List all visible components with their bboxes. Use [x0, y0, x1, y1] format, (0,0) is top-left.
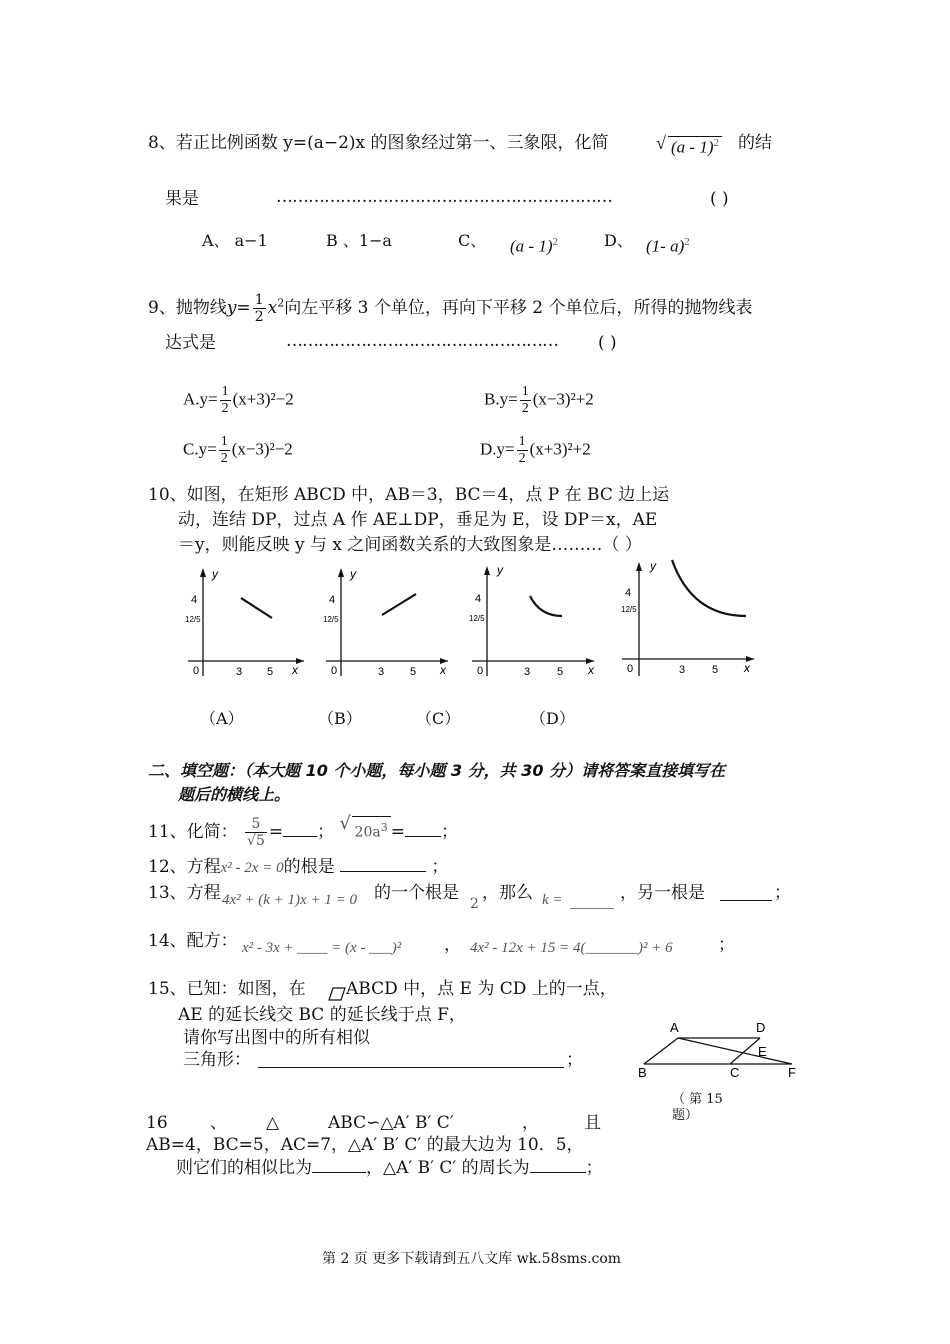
graph-a-caption: （A）	[200, 709, 244, 728]
q10-graph-c	[464, 558, 604, 680]
q14-math1: x² - 3x + ____ = (x - ___)²	[242, 940, 402, 956]
fig-segment-ab	[644, 1038, 678, 1064]
q16-line1-e: ，	[522, 1113, 539, 1133]
q16-line1-a: 16	[146, 1113, 168, 1133]
q14-prefix: 14、配方：	[148, 931, 238, 951]
q13-end: ；	[774, 883, 791, 903]
q9-option-c: C.y= $\frac{1}{2}$ (x−3)²−2	[183, 434, 293, 466]
graph-d-x-tick2: 5	[712, 664, 719, 676]
graph-b-x-tick1: 3	[378, 666, 385, 678]
q11-radicand: 20a	[354, 825, 381, 841]
graph-b-curve	[382, 594, 416, 615]
q8-line2: 果是	[165, 189, 199, 209]
graph-b-x-tick2: 5	[410, 666, 417, 678]
q10-graph-d	[618, 554, 758, 680]
q8-sqrt-expression	[668, 136, 722, 158]
q9-option-a-post: (x+3)²−2	[232, 389, 294, 409]
q10-line2: 动，连结 DP，过点 A 作 AE⊥DP，垂足为 E，设 DP＝x，AE	[178, 510, 658, 530]
graph-a-y-tick-top: 4	[191, 594, 198, 606]
q13-root: 2	[470, 896, 479, 912]
q8-option-d-math	[646, 236, 690, 257]
q15-figure	[634, 1014, 814, 1084]
graph-b-caption: （B）	[318, 709, 362, 728]
q13-mid: 的一个根是	[374, 883, 459, 903]
q12-suffix: 的根是	[283, 857, 335, 877]
q15-answer-blank[interactable]	[258, 1067, 564, 1068]
q9-frac-num: 1	[254, 292, 264, 308]
graph-a-curve	[241, 598, 272, 618]
q9-option-b-pre: B.y=	[484, 389, 518, 409]
q8-option-c-math	[510, 236, 558, 257]
q10-graph-a	[180, 560, 310, 680]
q9-option-d-pre: D.y=	[480, 439, 515, 459]
q9-option-b-post: (x−3)²+2	[532, 389, 594, 409]
q16-line2: AB=4，BC=5，AC=7，△A′ B′ C′ 的最大边为 10．5，	[146, 1135, 584, 1155]
q8-line1-end: 的结	[738, 133, 772, 153]
fig-label-d: D	[756, 1020, 766, 1035]
q9-prefix: 9、抛物线	[148, 298, 227, 318]
graph-d-origin: 0	[627, 663, 634, 675]
q8-option-c-label: C、	[458, 231, 487, 250]
q8-option-b: B 、1−a	[326, 231, 392, 250]
graph-c-curve	[530, 596, 562, 616]
q15-caption-line1: （ 第 15	[672, 1092, 723, 1107]
graph-a-x-label: x	[292, 663, 298, 677]
q8-option-a: A、 a−1	[202, 231, 268, 250]
q12-end: ；	[431, 857, 449, 877]
q11-exp: 3	[380, 821, 388, 835]
graph-c-y-arrow	[484, 566, 490, 575]
q16-line3-b: ，△A′ B′ C′ 的周长为	[366, 1158, 530, 1178]
q11-sep: ；	[317, 822, 335, 842]
q14-end: ；	[718, 935, 735, 955]
graph-c-x-tick2: 5	[557, 666, 564, 678]
graph-c-y-label: y	[497, 563, 503, 577]
fig-label-c: C	[730, 1065, 740, 1080]
graph-c-x-tick1: 3	[524, 666, 531, 678]
q16-line3	[176, 1157, 603, 1179]
q9-option-b: B.y= $\frac{1}{2}$ (x−3)²+2	[484, 384, 594, 416]
q8-exp: 2	[713, 137, 719, 149]
q13-k-eq: k =	[542, 892, 563, 908]
q14-math2: 4x² - 12x + 15 = 4(_______)² + 6	[470, 940, 673, 956]
q15-line3: 请你写出图中的所有相似	[183, 1028, 370, 1048]
q9-option-c-post: (x−3)²−2	[231, 439, 293, 459]
q15-end: ；	[566, 1050, 583, 1070]
q9-x: x	[267, 298, 278, 318]
graph-c-x-label: x	[588, 663, 594, 677]
parallelogram-icon	[326, 985, 348, 1003]
q15-caption-line2: 题）	[672, 1108, 699, 1123]
fig-label-f: F	[788, 1065, 796, 1080]
q8-option-c-exp: 2	[552, 236, 558, 248]
q9-answer-paren: ( )	[598, 333, 617, 353]
q9-frac-den: 2	[254, 309, 264, 325]
q9-option-d-post: (x+3)²+2	[529, 439, 591, 459]
q10-graph-b	[318, 560, 458, 680]
q8-radicand: (a - 1)	[671, 137, 714, 157]
q16-line1-f: 且	[584, 1113, 601, 1133]
q9-line2: 达式是	[165, 333, 216, 353]
graph-c-y-tick-top: 4	[475, 593, 482, 605]
q9-option-a: A.y= $\frac{1}{2}$ (x+3)²−2	[183, 384, 294, 416]
q8-option-d-label: D、	[604, 231, 633, 250]
q11-frac-num: 5	[245, 816, 267, 833]
graph-b-y-tick-top: 4	[329, 594, 336, 606]
q16-end: ；	[585, 1158, 603, 1178]
q8-dots: ………………………………………………………	[276, 187, 612, 207]
graph-d-caption: （D）	[530, 709, 575, 728]
q9-y-eq: y=	[226, 298, 251, 318]
q13-mid3: ，另一根是	[620, 883, 705, 903]
q13-prefix: 13、方程	[148, 883, 221, 903]
graph-a-y-tick-mid: 12/5	[185, 615, 201, 624]
q9-line1: 9、抛物线y= $\frac{1}{2}$ $x^2$向左平移 3 个单位，再向下平移 2 个单位后，所得的抛物线表	[148, 292, 753, 325]
q8-line1-text: 8、若正比例函数 y=(a−2)x 的图象经过第一、三象限，化简	[148, 133, 609, 153]
q9-dots: ……………………………………………	[286, 331, 558, 351]
graph-b-y-label: y	[350, 567, 356, 581]
q13-blank1[interactable]	[570, 908, 614, 909]
q11-line	[148, 816, 458, 849]
graph-d-x-tick1: 3	[679, 664, 686, 676]
q11-eq2: =	[390, 822, 405, 842]
q11-prefix: 11、化简：	[148, 822, 238, 842]
q9-option-d: D.y= $\frac{1}{2}$ (x+3)²+2	[480, 434, 591, 466]
q16-line1-d: ABC∽△A′ B′ C′	[328, 1113, 454, 1133]
q16-line1-b: 、	[210, 1113, 227, 1133]
graph-a-x-tick2: 5	[267, 666, 274, 678]
section2-title: 二、填空题：（本大题 10 个小题，每小题 3 分，共 30 分）请将答案直接填写在	[148, 761, 726, 780]
page-footer: 第 2 页 更多下载请到五八文库 wk.58sms.com	[322, 1251, 622, 1267]
graph-b-origin: 0	[331, 665, 338, 677]
q9-option-a-pre: A.y=	[183, 389, 218, 409]
q15-line4: 三角形：	[183, 1050, 251, 1070]
q13-mid2: ，那么	[482, 883, 533, 903]
q10-line3: ＝y，则能反映 y 与 x 之间函数关系的大致图象是………（ ）	[178, 535, 642, 555]
q8-option-c-expr: (a - 1)	[510, 236, 553, 256]
q8-answer-paren: ( )	[710, 189, 729, 209]
fig-label-e: E	[758, 1044, 767, 1059]
graph-d-y-tick-mid: 12/5	[621, 605, 637, 614]
q10-line1: 10、如图，在矩形 ABCD 中，AB＝3，BC＝4，点 P 在 BC 边上运	[148, 485, 670, 505]
q9-option-c-pre: C.y=	[183, 439, 217, 459]
q12-line	[148, 856, 448, 879]
q9-rest: 向左平移 3 个单位，再向下平移 2 个单位后，所得的抛物线表	[284, 298, 753, 318]
q11-eq1: =	[268, 822, 284, 842]
q11-end: ；	[440, 822, 458, 842]
q16-blank1[interactable]	[312, 1172, 366, 1173]
fig-label-a: A	[670, 1020, 679, 1035]
q16-blank2[interactable]	[530, 1172, 586, 1173]
q15-line1-b: ABCD 中，点 E 为 CD 上的一点，	[346, 979, 617, 999]
q12-blank[interactable]	[340, 871, 426, 872]
graph-b-y-tick-mid: 12/5	[323, 615, 339, 624]
graph-d-y-tick-top: 4	[625, 587, 632, 599]
q8-option-d-exp: 2	[684, 236, 690, 248]
graph-b-y-arrow	[338, 568, 344, 577]
graph-d-curve	[672, 560, 746, 616]
q13-math: 4x² + (k + 1)x + 1 = 0	[222, 892, 357, 908]
graph-b-x-label: x	[440, 663, 446, 677]
q12-math: x² - 2x = 0	[220, 860, 284, 876]
section2-title-cont: 题后的横线上。	[178, 785, 291, 804]
graph-a-origin: 0	[193, 665, 200, 677]
q8-line1	[148, 132, 609, 154]
q14-comma: ，	[444, 935, 461, 955]
graph-d-x-label: x	[744, 661, 750, 675]
fig-label-b: B	[638, 1065, 647, 1080]
q16-line1-c: △	[266, 1113, 280, 1133]
graph-a-y-arrow	[200, 568, 206, 577]
graph-a-x-tick1: 3	[236, 666, 243, 678]
q11-blank2[interactable]	[405, 836, 441, 837]
q16-line3-a: 则它们的相似比为	[176, 1158, 312, 1178]
graph-a-y-label: y	[212, 567, 218, 581]
graph-d-y-label: y	[650, 559, 656, 573]
q15-line2: AE 的延长线交 BC 的延长线于点 F，	[178, 1005, 466, 1025]
graph-c-y-tick-mid: 12/5	[469, 614, 485, 623]
q8-option-d-expr: (1- a)	[646, 236, 685, 256]
q11-blank1[interactable]	[283, 836, 317, 837]
graph-c-caption: （C）	[416, 709, 461, 728]
graph-c-origin: 0	[477, 665, 484, 677]
q11-frac-den: √5	[247, 833, 265, 849]
q15-line1-a: 15、已知：如图，在	[148, 979, 306, 999]
q13-blank2[interactable]	[720, 900, 772, 901]
q12-prefix: 12、方程	[148, 857, 221, 877]
graph-d-y-arrow	[636, 562, 642, 571]
